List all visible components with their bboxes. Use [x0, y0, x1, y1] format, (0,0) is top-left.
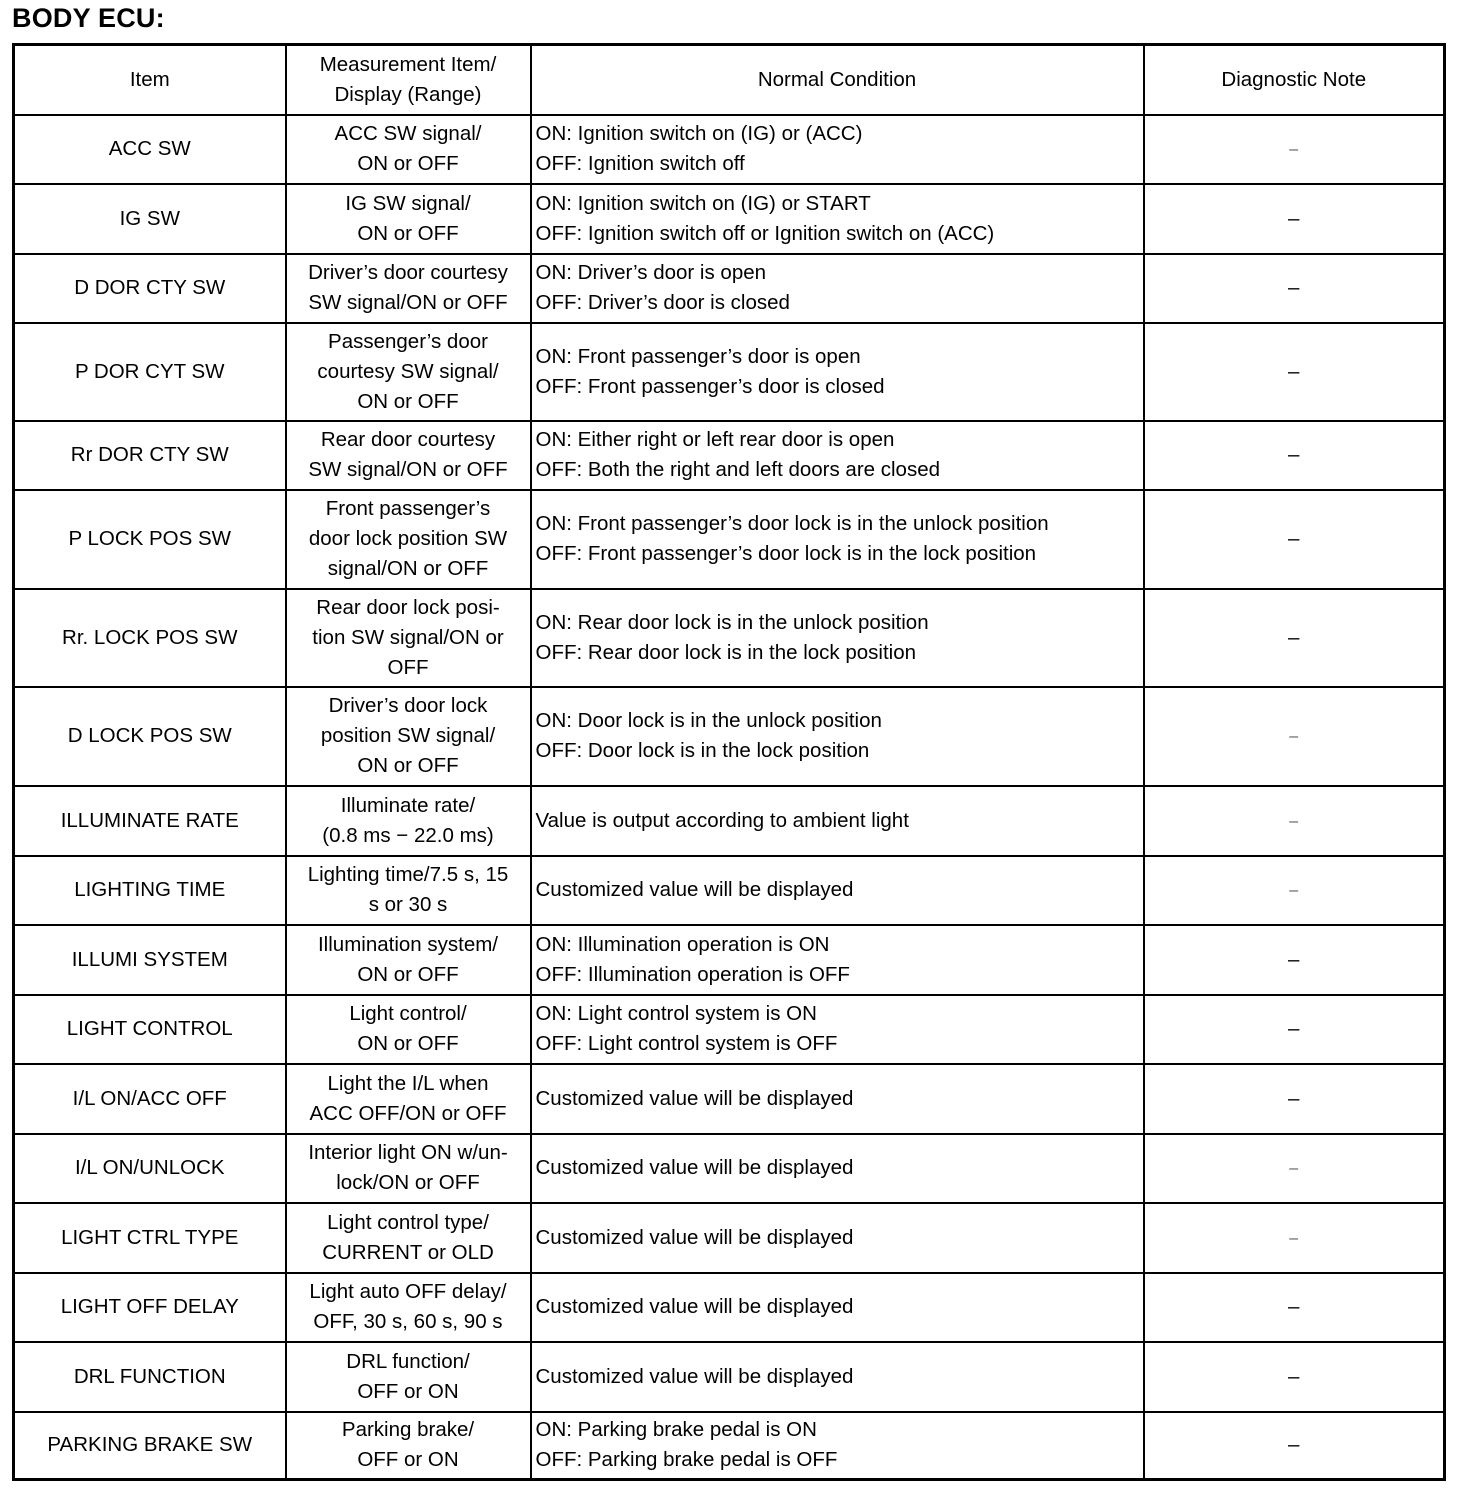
measurement-line: ACC SW signal/	[334, 122, 482, 145]
diagnostic-note-text: –	[1288, 1017, 1300, 1040]
measurement-line: ACC OFF/ON or OFF	[309, 1101, 507, 1125]
cell-condition	[531, 1064, 1144, 1134]
table-row	[14, 323, 1445, 421]
cell-condition	[531, 323, 1144, 421]
measurement-line: courtesy SW signal/	[317, 359, 499, 383]
header-note: Diagnostic Note	[1144, 45, 1445, 115]
cell-condition	[531, 687, 1144, 786]
condition-line: Customized value will be displayed	[535, 1086, 854, 1110]
cell-measurement	[286, 687, 531, 786]
cell-item: LIGHT OFF DELAY	[14, 1273, 286, 1342]
cell-diagnostic-note	[1144, 856, 1445, 925]
cell-diagnostic-note	[1144, 1134, 1445, 1203]
diagnostic-note-text: –	[1288, 527, 1300, 550]
cell-item: ACC SW	[14, 115, 286, 184]
cell-condition	[531, 184, 1144, 254]
measurement-line: OFF or ON	[357, 1379, 459, 1403]
header-measurement-line: Measurement Item/	[319, 52, 497, 76]
cell-item: Rr DOR CTY SW	[14, 421, 286, 490]
cell-diagnostic-note	[1144, 1064, 1445, 1134]
condition-line: Customized value will be displayed	[535, 1225, 854, 1249]
condition-line: ON: Parking brake pedal is ON	[535, 1418, 817, 1442]
header-measurement-line: Display (Range)	[334, 82, 482, 106]
measurement-line: ON or OFF	[357, 389, 459, 413]
cell-item: IG SW	[14, 184, 286, 254]
table-row	[14, 995, 1445, 1064]
cell-item: D LOCK POS SW	[14, 687, 286, 786]
measurement-line: Illuminate rate/	[340, 793, 476, 817]
table-body	[14, 115, 1445, 1480]
table-row	[14, 254, 1445, 323]
measurement-line: CURRENT or OLD	[322, 1240, 494, 1264]
table-row	[14, 856, 1445, 925]
cell-measurement	[286, 1134, 531, 1203]
cell-item: I/L ON/ACC OFF	[14, 1064, 286, 1134]
measurement-line: (0.8 ms − 22.0 ms)	[322, 823, 494, 847]
table-row	[14, 490, 1445, 589]
cell-measurement	[286, 323, 531, 421]
cell-condition	[531, 1273, 1144, 1342]
condition-line: ON: Door lock is in the unlock position	[535, 709, 882, 732]
condition-line: ON: Light control system is ON	[535, 1002, 817, 1025]
diagnostic-note-text: –	[1288, 359, 1300, 383]
measurement-line: Lighting time/7.5 s, 15	[307, 863, 509, 886]
condition-line: ON: Either right or left rear door is open	[535, 428, 895, 451]
condition-line: OFF: Ignition switch off or Ignition switch on (ACC)	[535, 221, 995, 245]
diagnostic-note-text: –	[1289, 728, 1299, 745]
cell-measurement	[286, 490, 531, 589]
table-row	[14, 184, 1445, 254]
table-row	[14, 1134, 1445, 1203]
measurement-line: OFF	[387, 655, 429, 679]
cell-condition	[531, 786, 1144, 856]
cell-condition	[531, 1134, 1144, 1203]
cell-diagnostic-note	[1144, 184, 1445, 254]
measurement-line: ON or OFF	[357, 1032, 459, 1055]
cell-measurement	[286, 115, 531, 184]
measurement-line: Passenger’s door	[328, 329, 488, 353]
cell-condition	[531, 421, 1144, 490]
cell-measurement	[286, 856, 531, 925]
cell-diagnostic-note	[1144, 589, 1445, 687]
diagnostic-note-text: –	[1289, 1229, 1299, 1247]
cell-condition	[531, 589, 1144, 687]
condition-line: OFF: Light control system is OFF	[535, 1032, 838, 1055]
cell-condition	[531, 1342, 1144, 1412]
cell-condition	[531, 995, 1144, 1064]
page-title: BODY ECU:	[12, 3, 165, 33]
measurement-line: DRL function/	[346, 1349, 470, 1373]
table-row	[14, 589, 1445, 687]
cell-diagnostic-note	[1144, 786, 1445, 856]
measurement-line: s or 30 s	[368, 893, 448, 916]
measurement-line: ON or OFF	[357, 152, 459, 175]
diagnostic-note-text: –	[1289, 882, 1299, 899]
condition-line: Customized value will be displayed	[535, 1156, 854, 1179]
measurement-line: Rear door courtesy	[320, 428, 496, 451]
measurement-line: Light control/	[349, 1002, 467, 1025]
cell-item: LIGHTING TIME	[14, 856, 286, 925]
table-header-row	[14, 45, 1445, 115]
measurement-line: position SW signal/	[320, 724, 496, 747]
cell-measurement	[286, 1203, 531, 1273]
measurement-line: SW signal/ON or OFF	[308, 291, 508, 314]
cell-condition	[531, 490, 1144, 589]
condition-line: OFF: Front passenger’s door is closed	[535, 374, 885, 398]
diagnostic-note-text: –	[1288, 947, 1300, 971]
cell-condition	[531, 856, 1144, 925]
cell-measurement	[286, 421, 531, 490]
diagnostic-note-text: –	[1288, 1295, 1300, 1318]
header-item: Item	[14, 45, 286, 115]
condition-line: OFF: Illumination operation is OFF	[535, 962, 850, 986]
condition-line: ON: Rear door lock is in the unlock position	[535, 610, 929, 634]
cell-item: LIGHT CTRL TYPE	[14, 1203, 286, 1273]
table-row	[14, 687, 1445, 786]
cell-measurement	[286, 1412, 531, 1480]
measurement-line: ON or OFF	[357, 754, 459, 777]
table-row	[14, 1064, 1445, 1134]
cell-condition	[531, 925, 1144, 995]
measurement-line: Light control type/	[327, 1210, 489, 1234]
cell-diagnostic-note	[1144, 490, 1445, 589]
condition-line: OFF: Front passenger’s door lock is in the lock position	[535, 542, 1037, 565]
measurement-line: IG SW signal/	[345, 191, 471, 215]
cell-condition	[531, 1203, 1144, 1273]
cell-diagnostic-note	[1144, 115, 1445, 184]
measurement-line: OFF or ON	[357, 1448, 459, 1472]
cell-diagnostic-note	[1144, 254, 1445, 323]
condition-line: Customized value will be displayed	[535, 1364, 854, 1388]
condition-line: Customized value will be displayed	[535, 878, 854, 901]
cell-condition	[531, 115, 1144, 184]
header-measurement	[286, 45, 531, 115]
cell-diagnostic-note	[1144, 925, 1445, 995]
cell-item: ILLUMINATE RATE	[14, 786, 286, 856]
measurement-line: Light auto OFF delay/	[309, 1280, 507, 1303]
diagnostic-note-text: –	[1288, 625, 1300, 649]
measurement-line: tion SW signal/ON or	[312, 625, 504, 649]
cell-measurement	[286, 1273, 531, 1342]
cell-measurement	[286, 1342, 531, 1412]
cell-measurement	[286, 1064, 531, 1134]
measurement-line: Parking brake/	[341, 1418, 475, 1442]
table-row	[14, 421, 1445, 490]
condition-line: OFF: Driver’s door is closed	[535, 291, 790, 314]
condition-line: OFF: Ignition switch off	[535, 152, 745, 175]
measurement-line: signal/ON or OFF	[327, 557, 489, 580]
diagnostic-note-text: –	[1289, 812, 1299, 830]
body-ecu-table	[12, 43, 1446, 1481]
cell-item: Rr. LOCK POS SW	[14, 589, 286, 687]
cell-measurement	[286, 254, 531, 323]
measurement-line: SW signal/ON or OFF	[308, 458, 508, 481]
measurement-line: Front passenger’s	[325, 497, 491, 520]
diagnostic-note-text: –	[1289, 141, 1299, 158]
cell-item: DRL FUNCTION	[14, 1342, 286, 1412]
cell-item: LIGHT CONTROL	[14, 995, 286, 1064]
measurement-line: ON or OFF	[357, 962, 459, 986]
cell-item: I/L ON/UNLOCK	[14, 1134, 286, 1203]
measurement-line: Driver’s door courtesy	[308, 261, 508, 284]
cell-item: PARKING BRAKE SW	[14, 1412, 286, 1480]
measurement-line: Interior light ON w/un-	[308, 1141, 508, 1164]
condition-line: ON: Ignition switch on (IG) or START	[535, 191, 871, 215]
header-condition: Normal Condition	[531, 45, 1144, 115]
cell-item: P LOCK POS SW	[14, 490, 286, 589]
condition-line: Value is output according to ambient light	[535, 808, 909, 832]
cell-item: ILLUMI SYSTEM	[14, 925, 286, 995]
condition-line: ON: Front passenger’s door lock is in the unlock position	[535, 512, 1049, 535]
condition-line: ON: Driver’s door is open	[535, 261, 767, 284]
condition-line: OFF: Rear door lock is in the lock position	[535, 640, 917, 664]
cell-measurement	[286, 589, 531, 687]
measurement-line: ON or OFF	[357, 221, 459, 245]
cell-measurement	[286, 184, 531, 254]
cell-diagnostic-note	[1144, 323, 1445, 421]
cell-diagnostic-note	[1144, 1203, 1445, 1273]
cell-item: D DOR CTY SW	[14, 254, 286, 323]
condition-line: OFF: Parking brake pedal is OFF	[535, 1448, 838, 1472]
measurement-line: Illumination system/	[317, 932, 498, 956]
diagnostic-note-text: –	[1288, 443, 1300, 466]
condition-line: OFF: Both the right and left doors are closed	[535, 458, 941, 481]
diagnostic-note-text: –	[1289, 1160, 1299, 1177]
diagnostic-note-text: –	[1288, 206, 1300, 230]
cell-measurement	[286, 786, 531, 856]
diagnostic-note-text: –	[1288, 1364, 1300, 1388]
table-row	[14, 925, 1445, 995]
cell-diagnostic-note	[1144, 1273, 1445, 1342]
measurement-line: OFF, 30 s, 60 s, 90 s	[313, 1310, 503, 1333]
table-row	[14, 1412, 1445, 1480]
measurement-line: Driver’s door lock	[328, 694, 488, 717]
cell-diagnostic-note	[1144, 421, 1445, 490]
cell-item: P DOR CYT SW	[14, 323, 286, 421]
measurement-line: Rear door lock posi-	[316, 595, 500, 619]
measurement-line: Light the I/L when	[327, 1071, 489, 1095]
cell-diagnostic-note	[1144, 1412, 1445, 1480]
cell-measurement	[286, 995, 531, 1064]
diagnostic-note-text: –	[1288, 276, 1300, 299]
cell-diagnostic-note	[1144, 687, 1445, 786]
condition-line: ON: Front passenger’s door is open	[535, 344, 861, 368]
measurement-line: door lock position SW	[308, 527, 508, 550]
table-row	[14, 1273, 1445, 1342]
table-row	[14, 115, 1445, 184]
condition-line: ON: Ignition switch on (IG) or (ACC)	[535, 122, 863, 145]
cell-condition	[531, 1412, 1144, 1480]
cell-measurement	[286, 925, 531, 995]
cell-diagnostic-note	[1144, 995, 1445, 1064]
diagnostic-note-text: –	[1288, 1086, 1300, 1110]
table-row	[14, 1342, 1445, 1412]
diagnostic-note-text: –	[1288, 1433, 1300, 1457]
condition-line: OFF: Door lock is in the lock position	[535, 739, 870, 762]
table-row	[14, 1203, 1445, 1273]
condition-line: ON: Illumination operation is ON	[535, 932, 830, 956]
cell-condition	[531, 254, 1144, 323]
table-row	[14, 786, 1445, 856]
cell-diagnostic-note	[1144, 1342, 1445, 1412]
measurement-line: lock/ON or OFF	[336, 1171, 480, 1194]
condition-line: Customized value will be displayed	[535, 1295, 854, 1318]
